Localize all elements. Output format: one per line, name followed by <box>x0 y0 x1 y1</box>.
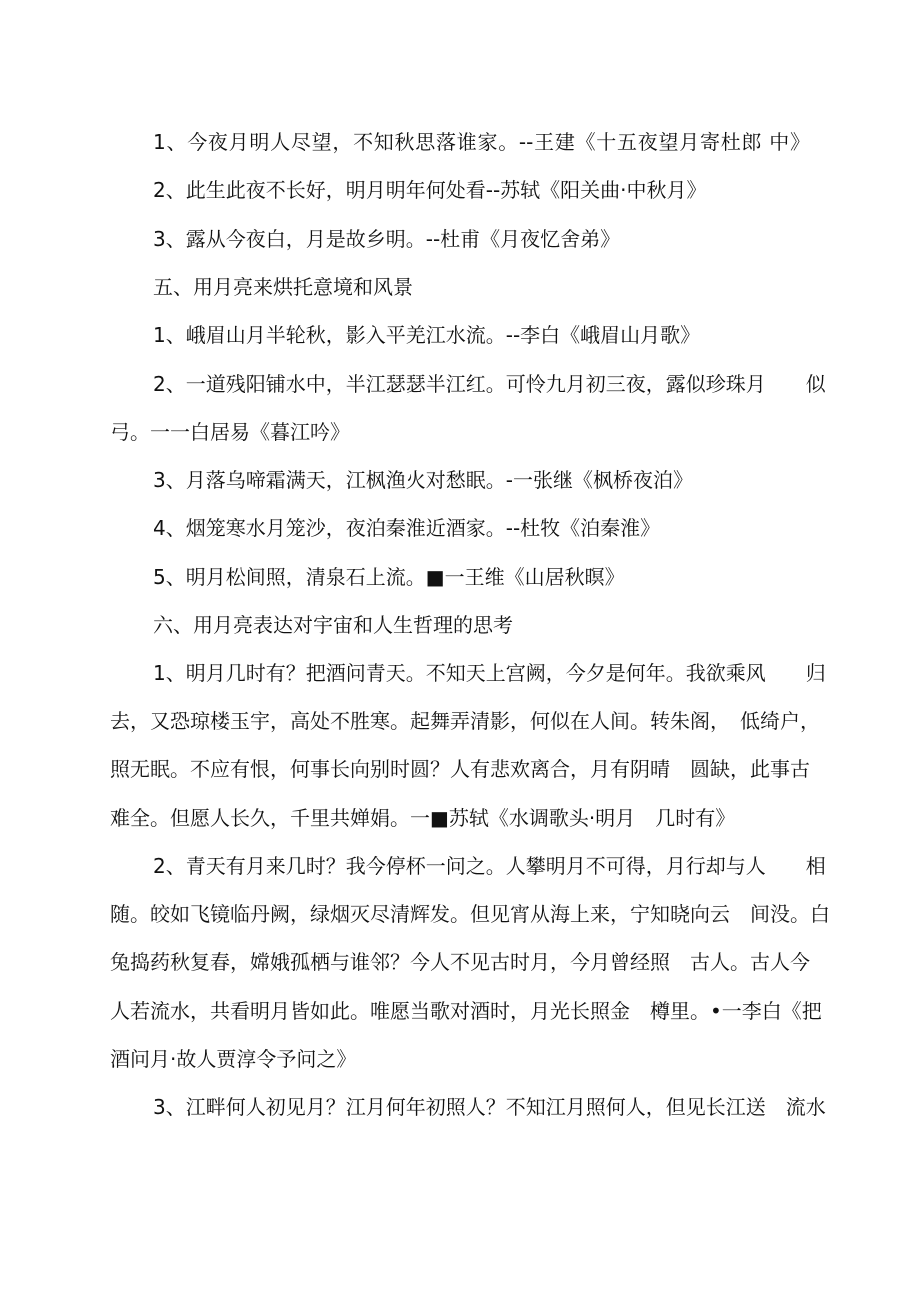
section-heading: 五、用月亮来烘托意境和风景 <box>153 275 413 299</box>
poem-line: 4、烟笼寒水月笼沙，夜泊秦淮近酒家。--杜牧《泊秦淮》 <box>153 516 661 540</box>
section-heading: 六、用月亮表达对宇宙和人生哲理的思考 <box>153 613 513 637</box>
poem-line: 酒问月·故人贾淳令予问之》 <box>110 1047 357 1071</box>
poem-line: 1、峨眉山月半轮秋，影入平羌江水流。--李白《峨眉山月歌》 <box>153 323 701 347</box>
poem-line: 1、明月几时有？把酒问青天。不知天上宫阙，今夕是何年。我欲乘风 归 <box>153 661 826 685</box>
poem-line: 照无眠。不应有恨，何事长向别时圆？人有悲欢离合，月有阴晴 圆缺，此事古 <box>110 757 810 781</box>
poem-line: 随。皎如飞镜临丹阙，绿烟灭尽清辉发。但见宵从海上来，宁知晓向云 间没。白 <box>110 902 830 926</box>
poem-line: 2、青天有月来几时？我今停杯一问之。人攀明月不可得，月行却与人 相 <box>153 854 826 878</box>
poem-line: 人若流水，共看明月皆如此。唯愿当歌对酒时，月光长照金 樽里。•一李白《把 <box>110 999 822 1023</box>
poem-line: 1、今夜月明人尽望，不知秋思落谁家。--王建《十五夜望月寄杜郎 中》 <box>153 130 810 154</box>
poem-line: 弓。一一白居易《暮江吟》 <box>110 420 350 444</box>
poem-line: 5、明月松间照，清泉石上流。■一王维《山居秋暝》 <box>153 565 625 589</box>
poem-line: 兔捣药秋复春，嫦娥孤栖与谁邻？今人不见古时月，今月曾经照 古人。古人今 <box>110 950 810 974</box>
poem-line: 3、江畔何人初见月？江月何年初照人？不知江月照何人，但见长江送 流水 <box>153 1095 826 1119</box>
poem-line: 2、一道残阳铺水中，半江瑟瑟半江红。可怜九月初三夜，露似珍珠月 似 <box>153 372 826 396</box>
poem-line: 3、露从今夜白，月是故乡明。--杜甫《月夜忆舍弟》 <box>153 227 621 251</box>
poem-line: 2、此生此夜不长好，明月明年何处看--苏轼《阳关曲·中秋月》 <box>153 178 707 202</box>
poem-line: 难全。但愿人长久，千里共婵娟。一■苏轼《水调歌头·明月 几时有》 <box>110 806 736 830</box>
poem-line: 去，又恐琼楼玉宇，高处不胜寒。起舞弄清影，何似在人间。转朱阁， 低绮户， <box>110 709 820 733</box>
poem-line: 3、月落乌啼霜满天，江枫渔火对愁眠。-一张继《枫桥夜泊》 <box>153 468 693 492</box>
